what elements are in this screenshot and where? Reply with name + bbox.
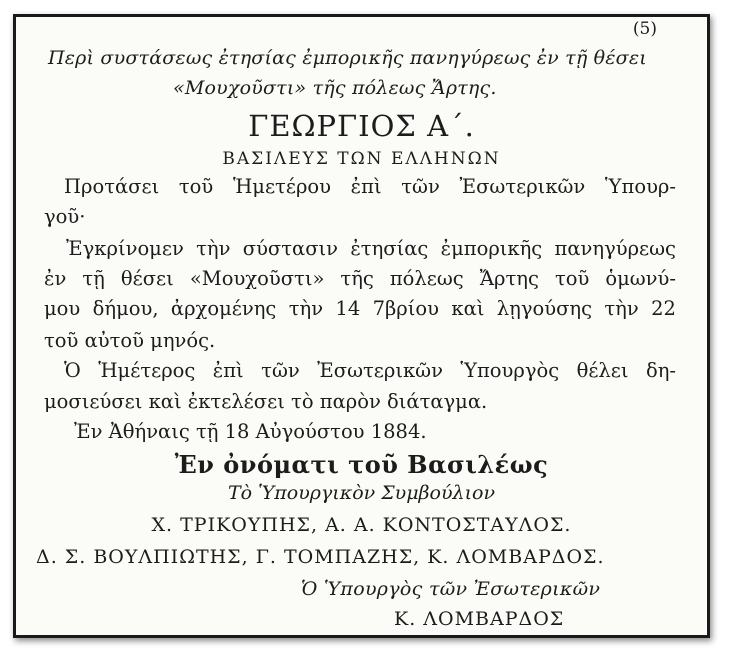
word: Ἐγκρίνομεν: [66, 237, 184, 260]
word: 22: [651, 297, 676, 320]
word: Ὑπουργὸς: [460, 359, 560, 382]
proposal-line-1: [64, 175, 676, 198]
king-name: ΓΕΩΡΓΙΟΣ Α΄.: [248, 109, 475, 143]
word: θέλει: [576, 359, 629, 382]
word: ἀρχομένης: [170, 297, 277, 320]
word: τοῦ: [554, 267, 590, 290]
word: τοῦ: [178, 175, 214, 198]
word: τῇ: [82, 267, 105, 290]
word: τὴν: [196, 237, 231, 260]
word: θέσει: [120, 267, 174, 290]
word: καὶ: [451, 297, 485, 320]
word: Ἐσωτερικῶν: [459, 175, 586, 198]
word: δήμου,: [92, 297, 159, 320]
execution-line-1: [64, 359, 676, 382]
word: πανηγύρεως: [554, 237, 676, 260]
word: Ὁ: [64, 359, 81, 382]
word: ἐπὶ: [212, 359, 244, 382]
word: Ἡμέτερος: [98, 359, 196, 382]
word: λῃγούσης: [496, 297, 592, 320]
word: Ἐσωτερικῶν: [317, 359, 443, 382]
word: τὴν: [288, 297, 324, 320]
council-line: Τὸ Ὑπουργικὸν Συμβούλιον: [227, 482, 496, 504]
approval-line-1: [66, 237, 676, 260]
decree-date: Ἐν Ἀθήναις τῇ 18 Αὐγούστου 1884.: [74, 420, 427, 443]
word: ἐτησίας: [350, 237, 429, 260]
document-frame: [13, 14, 710, 638]
word: ἐπὶ: [350, 175, 382, 198]
signatories-line-1: Χ. ΤΡΙΚΟΥΠΗΣ, Α. Α. ΚΟΝΤΟΣΤΑΥΛΟΣ.: [151, 514, 572, 536]
king-title: ΒΑΣΙΛΕΥΣ ΤΩΝ ΕΛΛΗΝΩΝ: [222, 149, 501, 169]
word: Ἄρτης: [479, 267, 539, 290]
minister-title: Ὁ Ὑπουργὸς τῶν Ἐσωτερικῶν: [301, 578, 601, 600]
approval-line-3: [44, 297, 676, 320]
word: πόλεως: [389, 267, 464, 290]
word: Ἡμετέρου: [232, 175, 332, 198]
word: τῶν: [401, 175, 440, 198]
word: 14: [335, 297, 361, 320]
word: Ὑπουρ-: [604, 175, 676, 198]
proposal-line-2: γοῦ·: [44, 205, 86, 228]
word: «Μουχοῦστι»: [189, 267, 325, 290]
signatories-line-2: Δ. Σ. ΒΟΥΛΠΙΩΤΗΣ, Γ. ΤΟΜΠΑΖΗΣ, Κ. ΛΟΜΒΑΡΔΟΣ.: [36, 546, 605, 568]
word: ἐν: [44, 267, 67, 290]
closing-rule: [290, 635, 438, 638]
execution-line-2: μοσιεύσει καὶ ἐκτελέσει τὸ παρὸν διάταγμα.: [44, 390, 488, 413]
decree-document: [16, 17, 707, 635]
word: τὴν: [604, 297, 639, 320]
word: δη-: [645, 359, 676, 382]
word: σύστασιν: [242, 237, 339, 260]
page-number: (5): [632, 19, 657, 39]
word: τῆς: [340, 267, 374, 290]
heading-line-2: «Μουχοῦστι» τῆς πόλεως Ἄρτης.: [173, 77, 497, 99]
word: ὁμωνύ-: [605, 267, 676, 290]
approval-line-2: [44, 267, 676, 290]
word: 7βρίου: [372, 297, 440, 320]
word: μου: [44, 297, 81, 320]
heading-line-1: Περὶ συστάσεως ἐτησίας ἐμπορικῆς πανηγύρεως ἐν τῇ θέσει: [48, 47, 647, 69]
minister-name: Κ. ΛΟΜΒΑΡΔΟΣ: [394, 608, 565, 630]
word: ἐμπορικῆς: [440, 237, 543, 260]
word: τῶν: [261, 359, 300, 382]
approval-line-4: τοῦ αὐτοῦ μηνός.: [44, 329, 216, 352]
word: Προτάσει: [64, 175, 160, 198]
authority-line: Ἐν ὀνόματι τοῦ Βασιλέως: [174, 450, 549, 479]
